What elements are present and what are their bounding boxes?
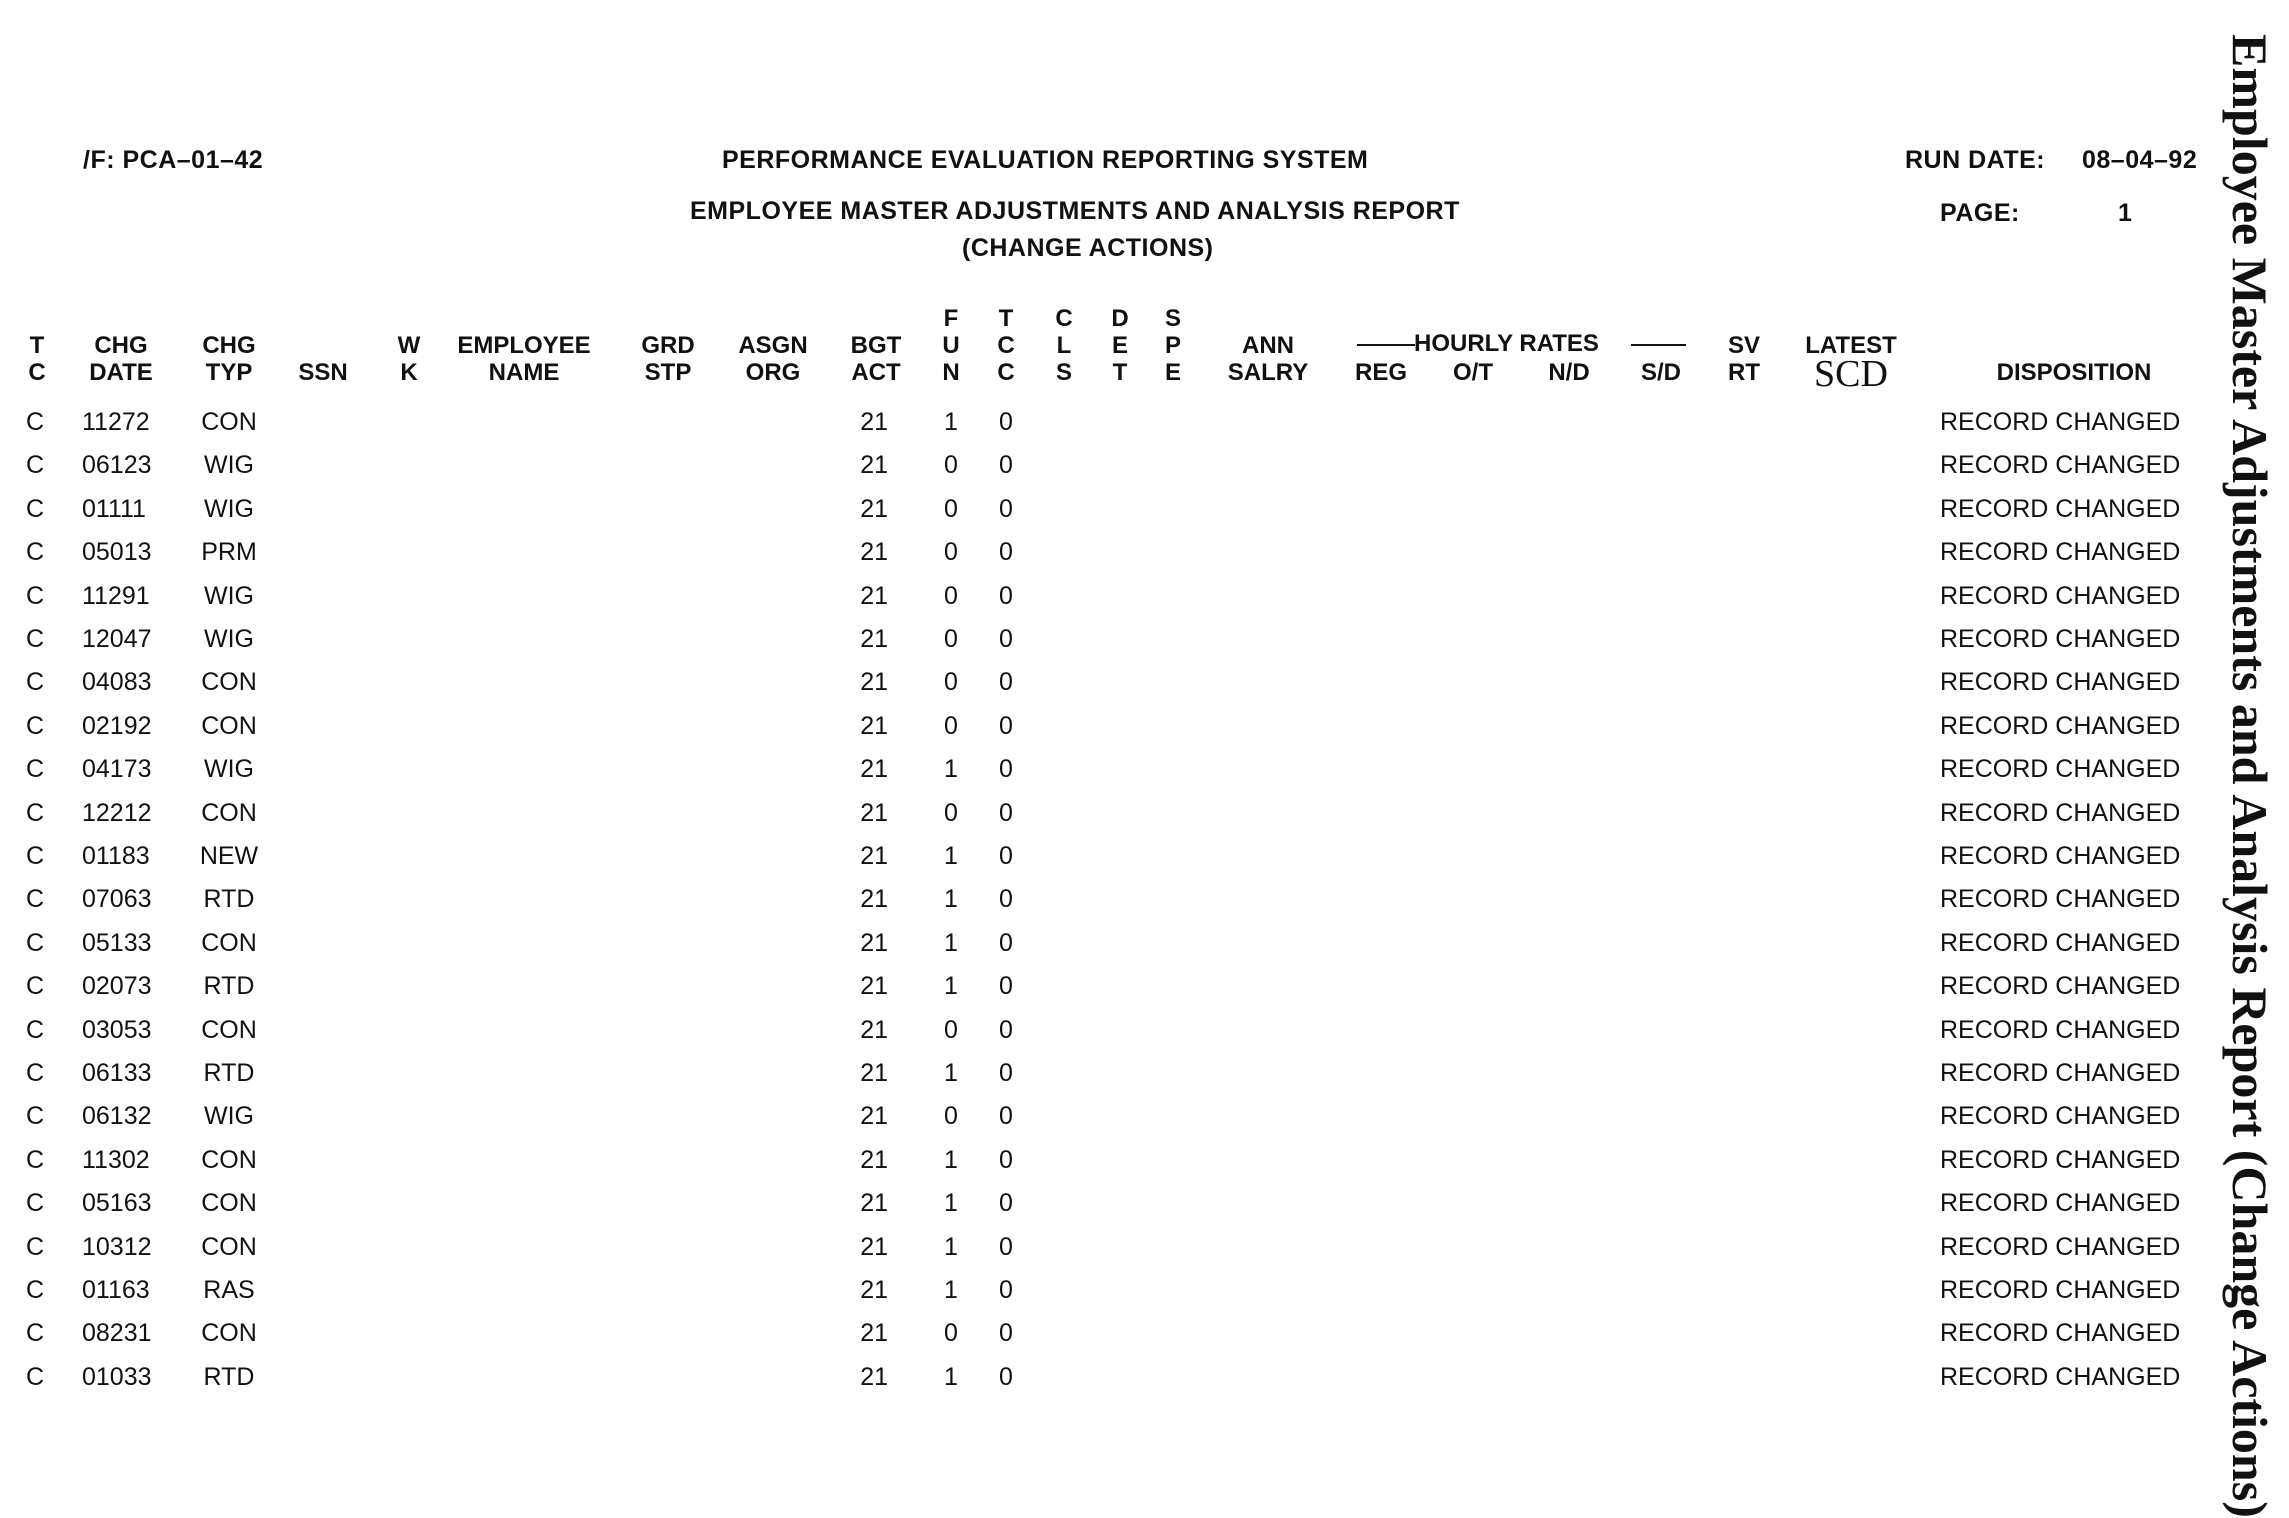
cell-typ: CON [201, 1145, 257, 1174]
column-header-sd: S/D [1640, 359, 1681, 386]
column-header-bgt-act: BGT ACT [850, 332, 902, 386]
cell-tcc: 0 [999, 798, 1013, 827]
cell-bgt: 21 [860, 1015, 888, 1044]
cell-typ: NEW [199, 842, 259, 870]
cell-tcc: 0 [999, 1189, 1013, 1218]
cell-tcc: 0 [999, 538, 1013, 567]
cell-bgt: 21 [860, 494, 888, 523]
column-header-tc: T C [28, 332, 46, 386]
cell-tc: C [26, 1276, 45, 1304]
column-header-employee-name: EMPLOYEE NAME [457, 332, 591, 386]
cell-fun: 0 [944, 1102, 958, 1131]
hourly-rates-header: HOURLY RATES [1414, 330, 1599, 357]
cell-fun: 0 [944, 711, 958, 740]
cell-date: 02192 [82, 711, 152, 740]
cell-typ: CON [201, 1189, 257, 1218]
cell-typ: CON [201, 1319, 257, 1348]
cell-tc: C [26, 972, 45, 1001]
form-id: /F: PCA–01–42 [83, 146, 264, 174]
cell-typ: RTD [203, 972, 255, 1001]
cell-tcc: 0 [999, 625, 1013, 653]
cell-tcc: 0 [999, 1145, 1013, 1174]
cell-bgt: 21 [860, 798, 888, 827]
cell-fun: 0 [944, 581, 958, 610]
column-header-nd: N/D [1548, 359, 1590, 386]
cell-fun: 0 [944, 451, 958, 480]
cell-typ: CON [201, 711, 257, 740]
cell-typ: CON [201, 668, 257, 697]
cell-typ: PRM [201, 538, 257, 567]
cell-bgt: 21 [860, 1102, 888, 1131]
cell-date: 06132 [82, 1102, 152, 1131]
cell-tc: C [26, 1189, 45, 1218]
cell-disp: RECORD CHANGED [1940, 755, 2181, 784]
cell-disp: RECORD CHANGED [1940, 842, 2181, 870]
cell-typ: WIG [204, 755, 254, 784]
cell-disp: RECORD CHANGED [1940, 1015, 2181, 1044]
cell-fun: 0 [944, 538, 958, 567]
cell-date: 02073 [82, 972, 152, 1001]
cell-typ: WIG [204, 1102, 254, 1131]
cell-disp: RECORD CHANGED [1940, 1362, 2181, 1391]
cell-fun: 1 [944, 1362, 958, 1391]
cell-date: 01111 [82, 494, 146, 523]
hourly-rates-rule-right [1631, 344, 1686, 346]
cell-tc: C [26, 798, 45, 827]
cell-disp: RECORD CHANGED [1940, 1189, 2181, 1218]
cell-tcc: 0 [999, 1232, 1013, 1261]
column-header-wk: W K [397, 332, 421, 386]
cell-tcc: 0 [999, 1102, 1013, 1131]
cell-tcc: 0 [999, 842, 1013, 870]
cell-tcc: 0 [999, 494, 1013, 523]
system-title: PERFORMANCE EVALUATION REPORTING SYSTEM [722, 146, 1369, 174]
column-header-cls: C L S [1055, 305, 1073, 386]
cell-date: 05013 [82, 538, 152, 567]
cell-typ: CON [201, 798, 257, 827]
cell-bgt: 21 [860, 1319, 888, 1348]
cell-typ: RTD [203, 1362, 255, 1391]
cell-fun: 1 [944, 755, 958, 784]
cell-disp: RECORD CHANGED [1940, 408, 2181, 436]
cell-tcc: 0 [999, 1059, 1013, 1087]
cell-tc: C [26, 1232, 45, 1261]
cell-bgt: 21 [860, 928, 888, 957]
cell-tcc: 0 [999, 668, 1013, 697]
cell-fun: 0 [944, 668, 958, 697]
cell-bgt: 21 [860, 972, 888, 1001]
column-header-spe: S P E [1164, 305, 1181, 386]
cell-date: 05133 [82, 928, 152, 957]
column-header-scd: SCD [1814, 353, 1888, 395]
cell-tcc: 0 [999, 711, 1013, 740]
cell-bgt: 21 [860, 1145, 888, 1174]
cell-date: 12212 [82, 798, 152, 827]
cell-bgt: 21 [860, 625, 888, 653]
cell-disp: RECORD CHANGED [1940, 1059, 2181, 1087]
cell-typ: CON [201, 1015, 257, 1044]
cell-date: 01033 [82, 1362, 152, 1391]
cell-disp: RECORD CHANGED [1940, 972, 2181, 1001]
cell-date: 06133 [82, 1059, 152, 1087]
cell-tc: C [26, 1102, 45, 1131]
cell-tc: C [26, 711, 45, 740]
column-header-grd-stp: GRD STP [641, 332, 695, 386]
column-header-ann-salry: ANN SALRY [1227, 332, 1309, 386]
cell-disp: RECORD CHANGED [1940, 494, 2181, 523]
cell-tc: C [26, 451, 45, 480]
hourly-rates-rule-left [1357, 344, 1415, 346]
cell-fun: 1 [944, 408, 958, 436]
cell-fun: 0 [944, 798, 958, 827]
cell-tcc: 0 [999, 1362, 1013, 1391]
column-header-tcc: T C C [997, 305, 1015, 386]
cell-disp: RECORD CHANGED [1940, 1319, 2181, 1348]
cell-typ: WIG [204, 494, 254, 523]
cell-fun: 1 [944, 1276, 958, 1304]
cell-bgt: 21 [860, 711, 888, 740]
cell-tc: C [26, 625, 45, 653]
cell-date: 11272 [82, 408, 150, 436]
cell-bgt: 21 [860, 451, 888, 480]
column-header-disposition: DISPOSITION [1996, 359, 2152, 386]
column-header-chg-date: CHG DATE [89, 332, 153, 386]
cell-disp: RECORD CHANGED [1940, 1232, 2181, 1261]
column-header-sv-rt: SV RT [1727, 332, 1760, 386]
cell-bgt: 21 [860, 885, 888, 914]
cell-tc: C [26, 1059, 45, 1087]
cell-tcc: 0 [999, 972, 1013, 1001]
column-header-ssn: SSN [298, 359, 348, 386]
cell-bgt: 21 [860, 1059, 888, 1087]
cell-typ: RAS [203, 1276, 255, 1304]
report-subtitle: (CHANGE ACTIONS) [962, 234, 1214, 262]
column-header-ot: O/T [1453, 359, 1493, 386]
column-header-reg: REG [1354, 359, 1407, 386]
cell-tcc: 0 [999, 451, 1013, 480]
cell-date: 06123 [82, 451, 152, 480]
cell-fun: 0 [944, 625, 958, 653]
cell-bgt: 21 [860, 668, 888, 697]
cell-fun: 1 [944, 1232, 958, 1261]
cell-date: 03053 [82, 1015, 152, 1044]
cell-tc: C [26, 885, 45, 914]
cell-typ: CON [201, 928, 257, 957]
cell-disp: RECORD CHANGED [1940, 581, 2181, 610]
cell-typ: WIG [204, 451, 254, 480]
cell-fun: 1 [944, 972, 958, 1001]
cell-fun: 1 [944, 1145, 958, 1174]
cell-bgt: 21 [860, 1232, 888, 1261]
cell-date: 01163 [82, 1276, 150, 1304]
cell-typ: RTD [203, 885, 255, 914]
cell-date: 10312 [82, 1232, 152, 1261]
column-header-fun: F U N [942, 305, 960, 386]
cell-tcc: 0 [999, 885, 1013, 914]
cell-disp: RECORD CHANGED [1940, 928, 2181, 957]
cell-fun: 1 [944, 885, 958, 914]
cell-bgt: 21 [860, 408, 888, 436]
cell-typ: RTD [203, 1059, 255, 1087]
cell-typ: WIG [204, 625, 254, 653]
cell-disp: RECORD CHANGED [1940, 625, 2181, 653]
cell-fun: 0 [944, 1015, 958, 1044]
cell-tcc: 0 [999, 581, 1013, 610]
column-header-latest: LATEST [1805, 332, 1897, 359]
cell-bgt: 21 [860, 538, 888, 567]
cell-fun: 1 [944, 1189, 958, 1218]
cell-date: 01183 [82, 842, 150, 870]
cell-fun: 1 [944, 928, 958, 957]
cell-tc: C [26, 1015, 45, 1044]
column-header-chg-typ: CHG TYP [202, 332, 256, 386]
cell-bgt: 21 [860, 581, 888, 610]
cell-tcc: 0 [999, 928, 1013, 957]
cell-tc: C [26, 494, 45, 523]
cell-fun: 0 [944, 494, 958, 523]
cell-fun: 1 [944, 842, 958, 870]
cell-tc: C [26, 581, 45, 610]
run-date-label: RUN DATE: [1905, 146, 2046, 174]
cell-tc: C [26, 1362, 45, 1391]
cell-tc: C [26, 1319, 45, 1348]
cell-tc: C [26, 668, 45, 697]
cell-date: 11291 [82, 581, 150, 610]
cell-date: 08231 [82, 1319, 152, 1348]
cell-date: 12047 [82, 625, 152, 653]
side-title: Employee Master Adjustments and Analysis Report (Change Actions) [2222, 34, 2278, 1518]
cell-typ: CON [201, 1232, 257, 1261]
cell-disp: RECORD CHANGED [1940, 885, 2181, 914]
cell-tc: C [26, 1145, 45, 1174]
cell-typ: WIG [204, 581, 254, 610]
cell-typ: CON [201, 408, 257, 436]
cell-tcc: 0 [999, 408, 1013, 436]
cell-tc: C [26, 538, 45, 567]
cell-disp: RECORD CHANGED [1940, 798, 2181, 827]
page-number: 1 [2118, 199, 2133, 227]
page-label: PAGE: [1940, 199, 2020, 227]
column-header-asgn-org: ASGN ORG [738, 332, 808, 386]
cell-tcc: 0 [999, 1319, 1013, 1348]
cell-date: 07063 [82, 885, 152, 914]
cell-bgt: 21 [860, 755, 888, 784]
cell-tcc: 0 [999, 755, 1013, 784]
cell-date: 05163 [82, 1189, 152, 1218]
cell-bgt: 21 [860, 842, 888, 870]
report-title: EMPLOYEE MASTER ADJUSTMENTS AND ANALYSIS REPORT [690, 197, 1460, 225]
cell-tc: C [26, 755, 45, 784]
cell-bgt: 21 [860, 1189, 888, 1218]
cell-tc: C [26, 928, 45, 957]
cell-date: 04083 [82, 668, 152, 697]
cell-bgt: 21 [860, 1276, 888, 1304]
run-date-value: 08–04–92 [2082, 146, 2198, 174]
cell-disp: RECORD CHANGED [1940, 668, 2181, 697]
cell-date: 04173 [82, 755, 152, 784]
cell-fun: 1 [944, 1059, 958, 1087]
cell-disp: RECORD CHANGED [1940, 538, 2181, 567]
cell-disp: RECORD CHANGED [1940, 1102, 2181, 1131]
column-header-det: D E T [1111, 305, 1129, 386]
cell-fun: 0 [944, 1319, 958, 1348]
cell-disp: RECORD CHANGED [1940, 451, 2181, 480]
cell-tcc: 0 [999, 1276, 1013, 1304]
cell-disp: RECORD CHANGED [1940, 711, 2181, 740]
cell-disp: RECORD CHANGED [1940, 1145, 2181, 1174]
cell-disp: RECORD CHANGED [1940, 1276, 2181, 1304]
cell-bgt: 21 [860, 1362, 888, 1391]
cell-date: 11302 [82, 1145, 150, 1174]
cell-tc: C [26, 408, 45, 436]
cell-tcc: 0 [999, 1015, 1013, 1044]
cell-tc: C [26, 842, 45, 870]
